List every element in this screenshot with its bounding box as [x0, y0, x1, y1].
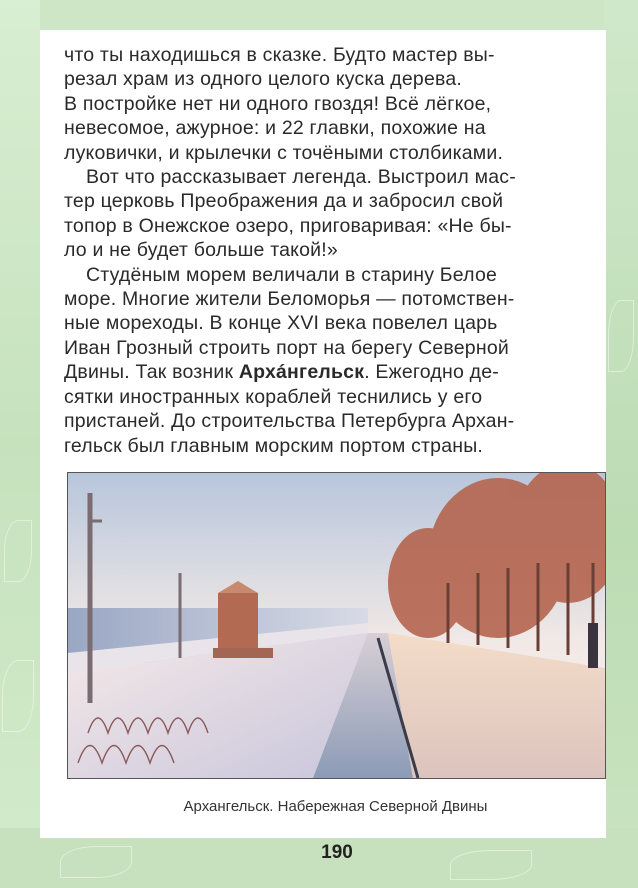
text-line: что ты находишься в сказке. Будто мастер вы- [64, 44, 495, 66]
text-line: топор в Онежское озеро, приговаривая: «Не бы- [64, 214, 512, 237]
paragraph [64, 263, 608, 458]
text-line: тер церковь Преображения да и забросил свой [64, 190, 504, 213]
text-line: сятки иностранных кораблей теснились у его [64, 385, 483, 408]
text-fragment: Двины. Так возник [64, 361, 239, 384]
text-line: Иван Грозный строить порт на берегу Северной [64, 336, 509, 359]
text-line: ные мореходы. В конце XVI века повелел царь [64, 312, 498, 335]
embankment-photo-illustration [68, 473, 605, 778]
text-line: гельск был главным морским портом страны. [64, 434, 484, 457]
text-line: невесомое, ажурное: и 22 главки, похожие на [64, 117, 486, 140]
leaf-decoration [4, 520, 32, 582]
text-line: море. Многие жители Беломорья — потомствен- [64, 288, 515, 311]
text-line: резал храм из одного целого куска дерева. [64, 68, 463, 91]
text-line: ло и не будет больше такой!» [64, 239, 338, 262]
body-text [64, 43, 608, 458]
text-fragment: . Ежегодно де- [364, 361, 499, 384]
keyword-arkhangelsk: Архáнгельск [238, 361, 365, 384]
text-line: Студёным морем величали в старину Белое [86, 263, 498, 286]
text-line [64, 361, 499, 383]
photo-caption: Архангельск. Набережная Северной Двины [183, 798, 488, 815]
page-background-left [0, 0, 40, 888]
page-background-right [604, 0, 638, 888]
paragraph [64, 43, 608, 165]
paragraph [64, 165, 608, 263]
text-line: пристаней. До строительства Петербурга Архан- [64, 410, 515, 433]
leaf-decoration [60, 846, 132, 878]
leaf-decoration [450, 850, 532, 880]
leaf-decoration [2, 660, 34, 732]
embankment-photo [67, 472, 606, 779]
page-number: 190 [321, 842, 353, 863]
text-line: Вот что рассказывает легенда. Выстроил мас- [86, 166, 516, 189]
text-line: луковички, и крылечки с точёными столбиками. [64, 141, 504, 164]
leaf-decoration [608, 300, 634, 372]
text-line: В постройке нет ни одного гвоздя! Всё лёгкое, [64, 92, 492, 115]
